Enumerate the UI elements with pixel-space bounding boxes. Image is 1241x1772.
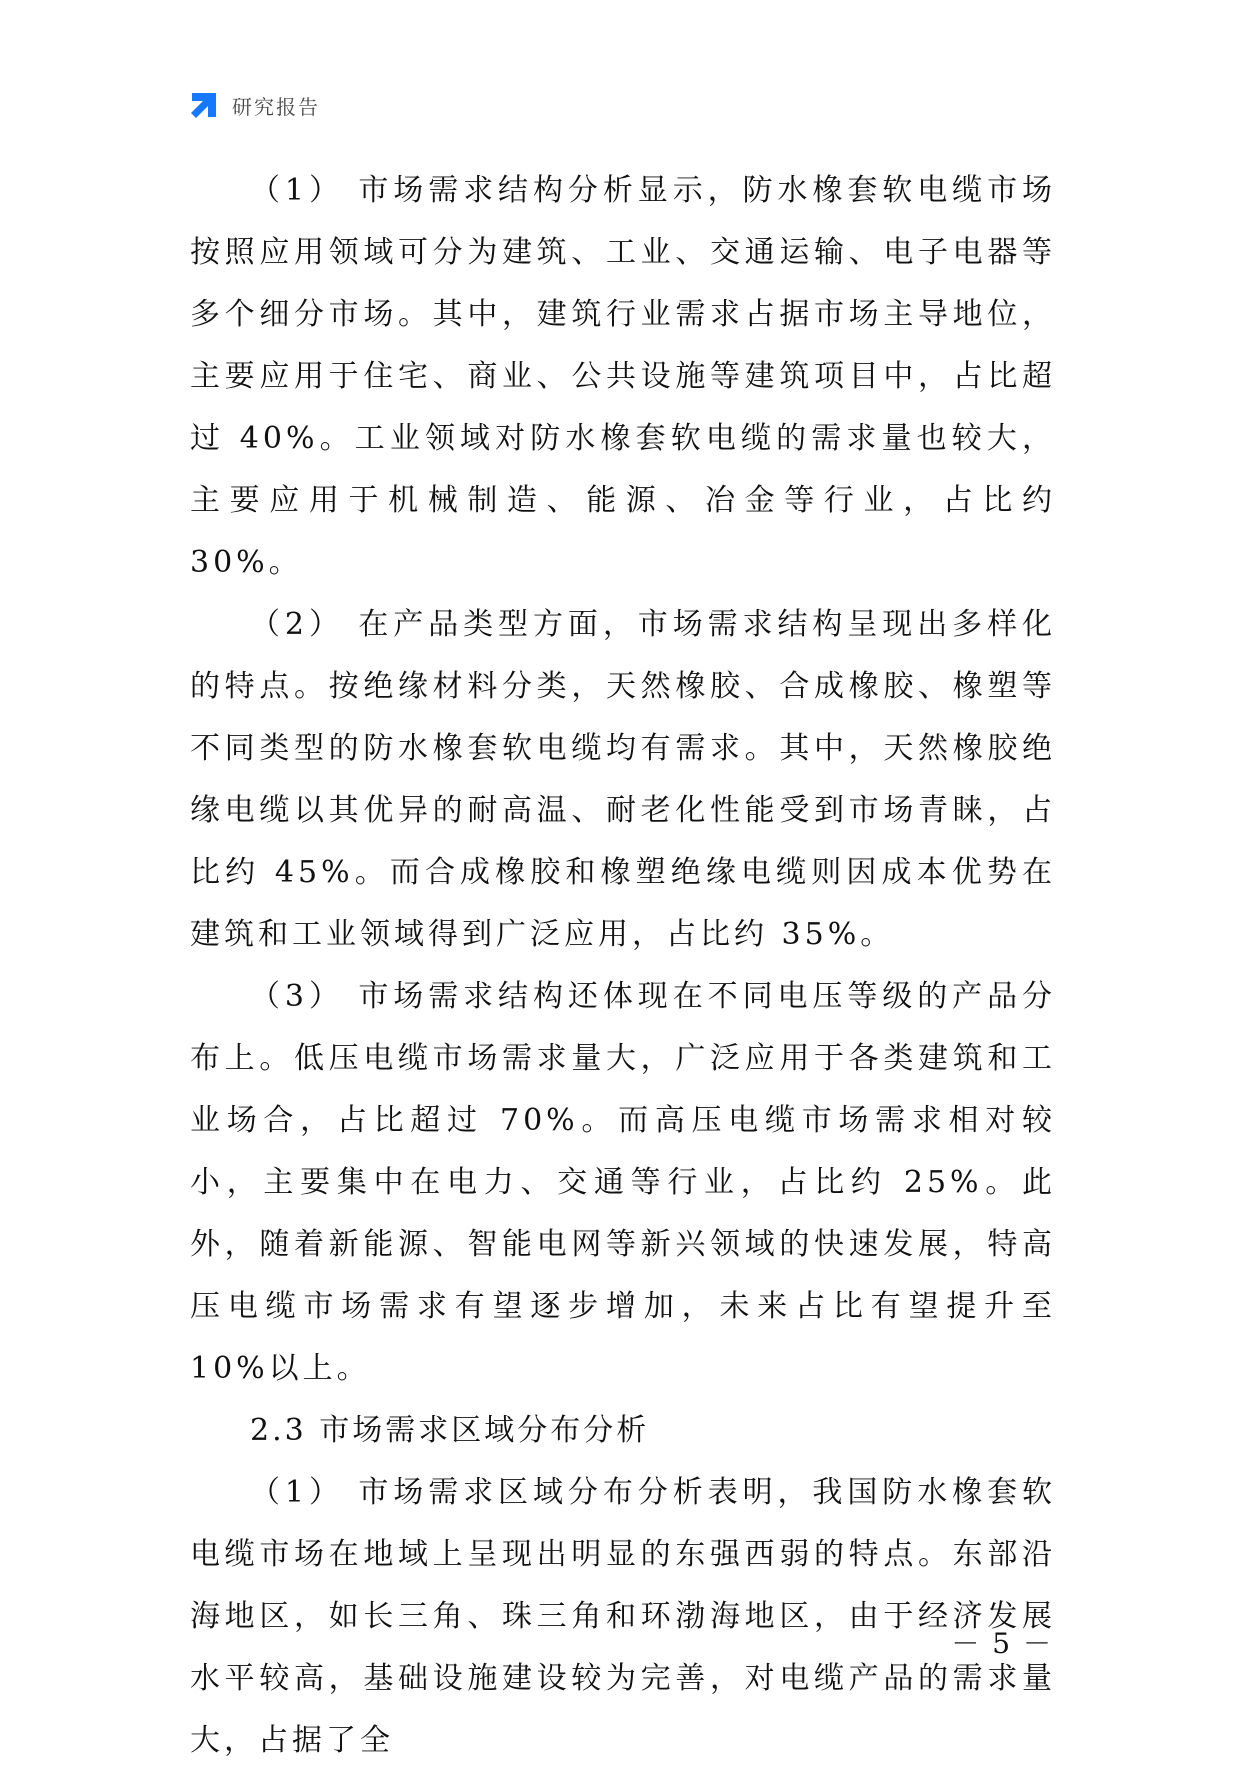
paragraph-demand-structure-3: （3） 市场需求结构还体现在不同电压等级的产品分布上。低压电缆市场需求量大，广泛应用于各类建筑和工业场合，占比超过 70%。而高压电缆市场需求相对较小，主要集中在电力、交通等行业，占比约 25%。此外，随着新能源、智能电网等新兴领域的快速发展，特高压电缆市场需求有望逐步增加，未来占比有望提升至 10%以上。 [190, 979, 1056, 1386]
section-heading: 2.3 市场需求区域分布分析 [250, 1413, 650, 1448]
paragraph-demand-structure-1: （1） 市场需求结构分析显示，防水橡套软电缆市场按照应用领域可分为建筑、工业、交通运输、电子电器等多个细分市场。其中，建筑行业需求占据市场主导地位，主要应用于住宅、商业、公共设施等建筑项目中，占比超过 40%。工业领域对防水橡套软电缆的需求量也较大，主要应用于机械制造、能源、冶金等行业，占比约 30%。 [190, 173, 1056, 580]
paragraph-demand-structure-2: （2） 在产品类型方面，市场需求结构呈现出多样化的特点。按绝缘材料分类，天然橡胶、合成橡胶、橡塑等不同类型的防水橡套软电缆均有需求。其中，天然橡胶绝缘电缆以其优异的耐高温、耐老化性能受到市场青睐，占比约 45%。而合成橡胶和橡塑绝缘电缆则因成本优势在建筑和工业领域得到广泛应用，占比约 35%。 [190, 607, 1056, 952]
paragraph-regional-distribution-1: （1） 市场需求区域分布分析表明，我国防水橡套软电缆市场在地域上呈现出明显的东强西弱的特点。东部沿海地区，如长三角、珠三角和环渤海地区，由于经济发展水平较高，基础设施建设较为完善，对电缆产品的需求量大，占据了全 [190, 1475, 1056, 1758]
arrow-up-right-icon [188, 89, 220, 121]
page-number: － 5 － [951, 1627, 1053, 1660]
header-title: 研究报告 [232, 94, 320, 119]
report-header [188, 88, 320, 122]
document-body [190, 160, 1056, 1772]
